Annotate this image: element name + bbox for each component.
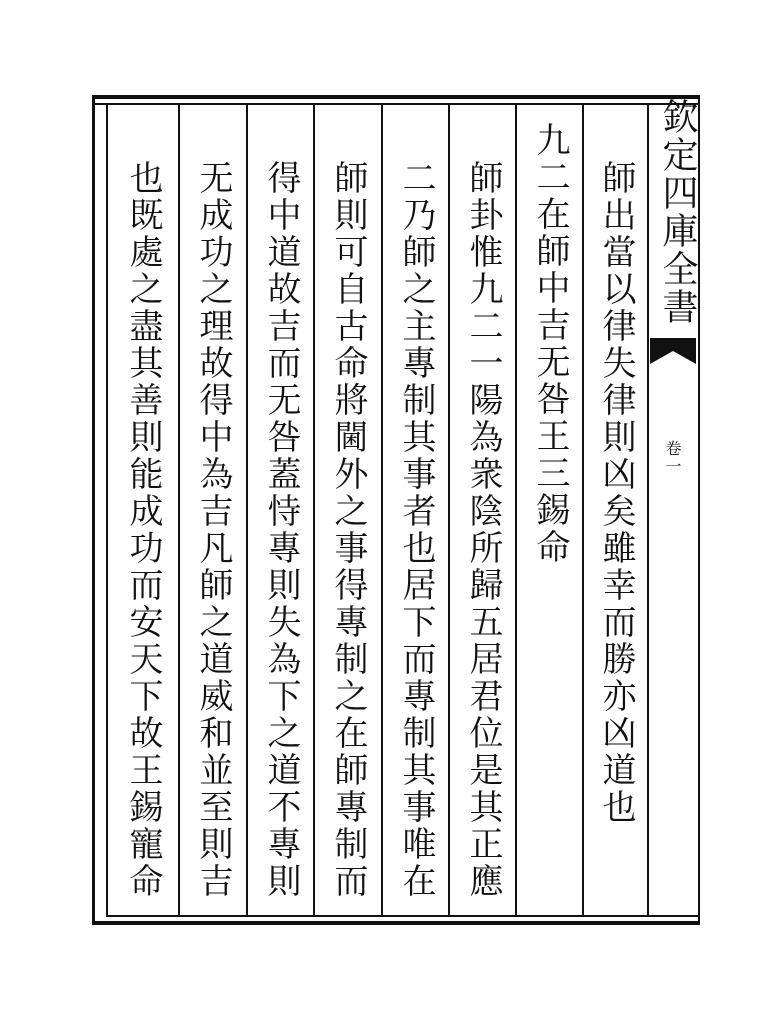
text-column: 師則可自古命將閫外之事得專制之在師專制而 <box>328 160 368 900</box>
frame-border-bottom <box>92 921 700 925</box>
book-title: 欽定四庫全書 <box>657 98 698 326</box>
text-column: 也既處之盡其善則能成功而安天下故王錫寵命 <box>123 160 163 900</box>
text-column: 師出當以律失律則凶矣雖幸而勝亦凶道也 <box>596 160 636 826</box>
frame-border-top <box>92 95 700 99</box>
text-column: 二乃師之主專制其事者也居下而專制其事唯在 <box>396 160 436 900</box>
text-block-right-border <box>647 103 649 916</box>
volume-label: 卷一 <box>663 440 682 476</box>
text-column: 師卦惟九二一陽為衆陰所歸五居君位是其正應 <box>463 160 503 900</box>
text-column-main-text: 九二在師中吉无咎王三錫命 <box>530 122 570 566</box>
fishtail-mark-icon <box>650 338 696 366</box>
text-column: 无成功之理故得中為吉凡師之道威和並至則吉 <box>193 160 233 900</box>
text-column: 得中道故吉而无咎蓋恃專則失為下之道不專則 <box>261 160 301 900</box>
frame-border-left <box>92 95 95 925</box>
frame-border-top-inner <box>92 103 700 105</box>
